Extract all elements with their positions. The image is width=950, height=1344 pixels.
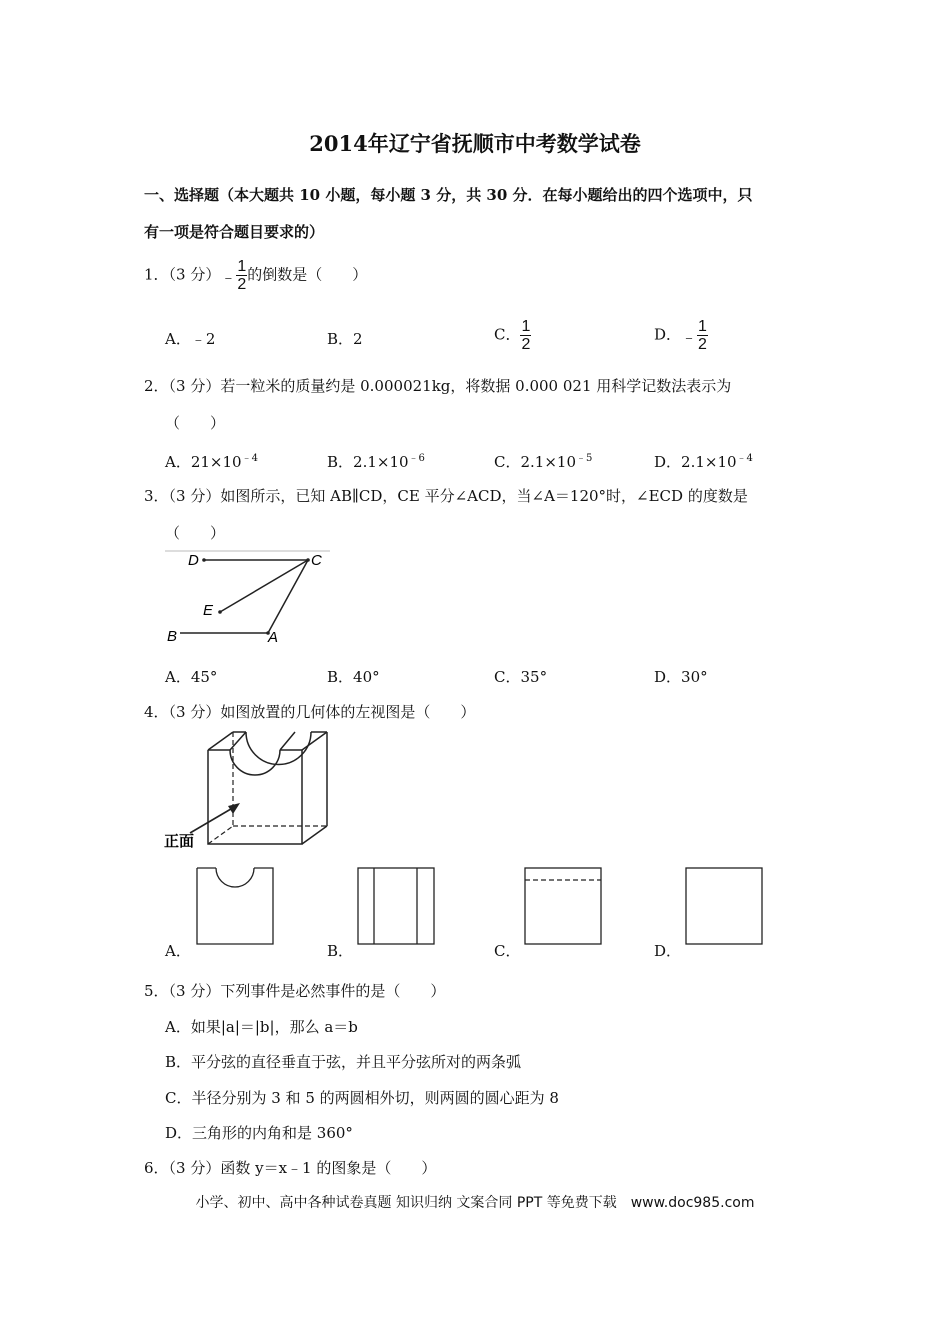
question-1-number: 1．（3 分） xyxy=(144,265,221,284)
question-1 xyxy=(144,258,367,293)
q2-option-b: B．$2.1\times 10^{﹣6}$ xyxy=(327,453,425,471)
q4-option-b-label: B． xyxy=(327,942,354,960)
q3-label-b: B xyxy=(167,628,178,645)
question-3-line2: （ ） xyxy=(165,524,226,542)
question-2-line1: 2．（3 分）若一粒米的质量约是 0.000021kg，将数据 0.000 021 用科学记数法表示为 xyxy=(144,377,732,395)
question-6-line1: 6．（3 分）函数 y＝x﹣1 的图象是（ ） xyxy=(144,1159,437,1177)
q3-option-b: B．40° xyxy=(327,668,380,686)
q4-option-b-figure xyxy=(357,867,437,947)
q1-option-c-fraction: $\frac{1}{2}$ xyxy=(521,318,531,353)
question-2-line2: （ ） xyxy=(165,414,226,432)
question-4-line1: 4．（3 分）如图放置的几何体的左视图是（ ） xyxy=(144,703,476,721)
q2-option-a: A．$21\times 10^{﹣4}$ xyxy=(165,453,258,471)
question-5-line1: 5．（3 分）下列事件是必然事件的是（ ） xyxy=(144,982,446,1000)
question-1-neg: ﹣ xyxy=(220,269,237,286)
q1-option-c: C． $\frac{1}{2}$ xyxy=(494,318,531,353)
q2-option-c: C．$2.1\times 10^{﹣5}$ xyxy=(494,453,593,471)
q5-option-c: C．半径分别为 3 和 5 的两圆相外切，则两圆的圆心距为 8 xyxy=(165,1089,559,1107)
q3-option-a: A．45° xyxy=(165,668,218,686)
q1-option-b: B．2 xyxy=(327,330,363,348)
q3-label-e: E xyxy=(203,602,214,619)
q4-option-d-figure xyxy=(685,867,765,947)
q3-label-c: C xyxy=(311,552,322,569)
q5-option-a: A．如果|a|＝|b|，那么 a＝b xyxy=(165,1018,358,1036)
q5-option-b: B．平分弦的直径垂直于弦，并且平分弦所对的两条弧 xyxy=(165,1053,522,1071)
question-1-text: 的倒数是（ ） xyxy=(247,265,368,284)
q3-label-a: A xyxy=(268,629,279,646)
q5-option-d: D．三角形的内角和是 360° xyxy=(165,1124,353,1142)
section-heading-line2: 有一项是符合题目要求的） xyxy=(144,223,325,241)
q4-option-a-figure xyxy=(196,867,276,947)
section-heading-line1: 一、选择题（本大题共 10 小题，每小题 3 分，共 30 分．在每小题给出的四个选项中，只 xyxy=(144,186,753,204)
q3-option-c: C．35° xyxy=(494,668,548,686)
q3-figure xyxy=(160,548,340,648)
q2-option-d: D．$2.1\times 10^{﹣4}$ xyxy=(654,453,753,471)
q1-option-d-fraction: $\frac{1}{2}$ xyxy=(698,318,707,353)
q4-option-c-label: C． xyxy=(494,942,521,960)
question-1-fraction: $\frac{1}{2}$ xyxy=(237,258,247,293)
q3-label-d: D xyxy=(188,552,199,569)
q1-option-a: A．﹣2 xyxy=(165,330,216,348)
q4-front-label: 正面 xyxy=(164,832,195,850)
question-3-line1: 3．（3 分）如图所示，已知 AB∥CD，CE 平分∠ACD，当∠A＝120°时，∠ECD 的度数是 xyxy=(144,487,748,505)
page-title: 2014年辽宁省抚顺市中考数学试卷 xyxy=(309,131,641,156)
q4-option-a-label: A． xyxy=(165,942,191,960)
page-footer: 小学、初中、高中各种试卷真题 知识归纳 文案合同 PPT 等免费下载 www.doc985.com xyxy=(195,1195,755,1211)
q1-option-d: D．﹣ $\frac{1}{2}$ xyxy=(654,318,707,353)
q4-solid-figure xyxy=(160,728,340,853)
q3-option-d: D．30° xyxy=(654,668,708,686)
q4-option-d-label: D． xyxy=(654,942,682,960)
q4-option-c-figure xyxy=(524,867,604,947)
